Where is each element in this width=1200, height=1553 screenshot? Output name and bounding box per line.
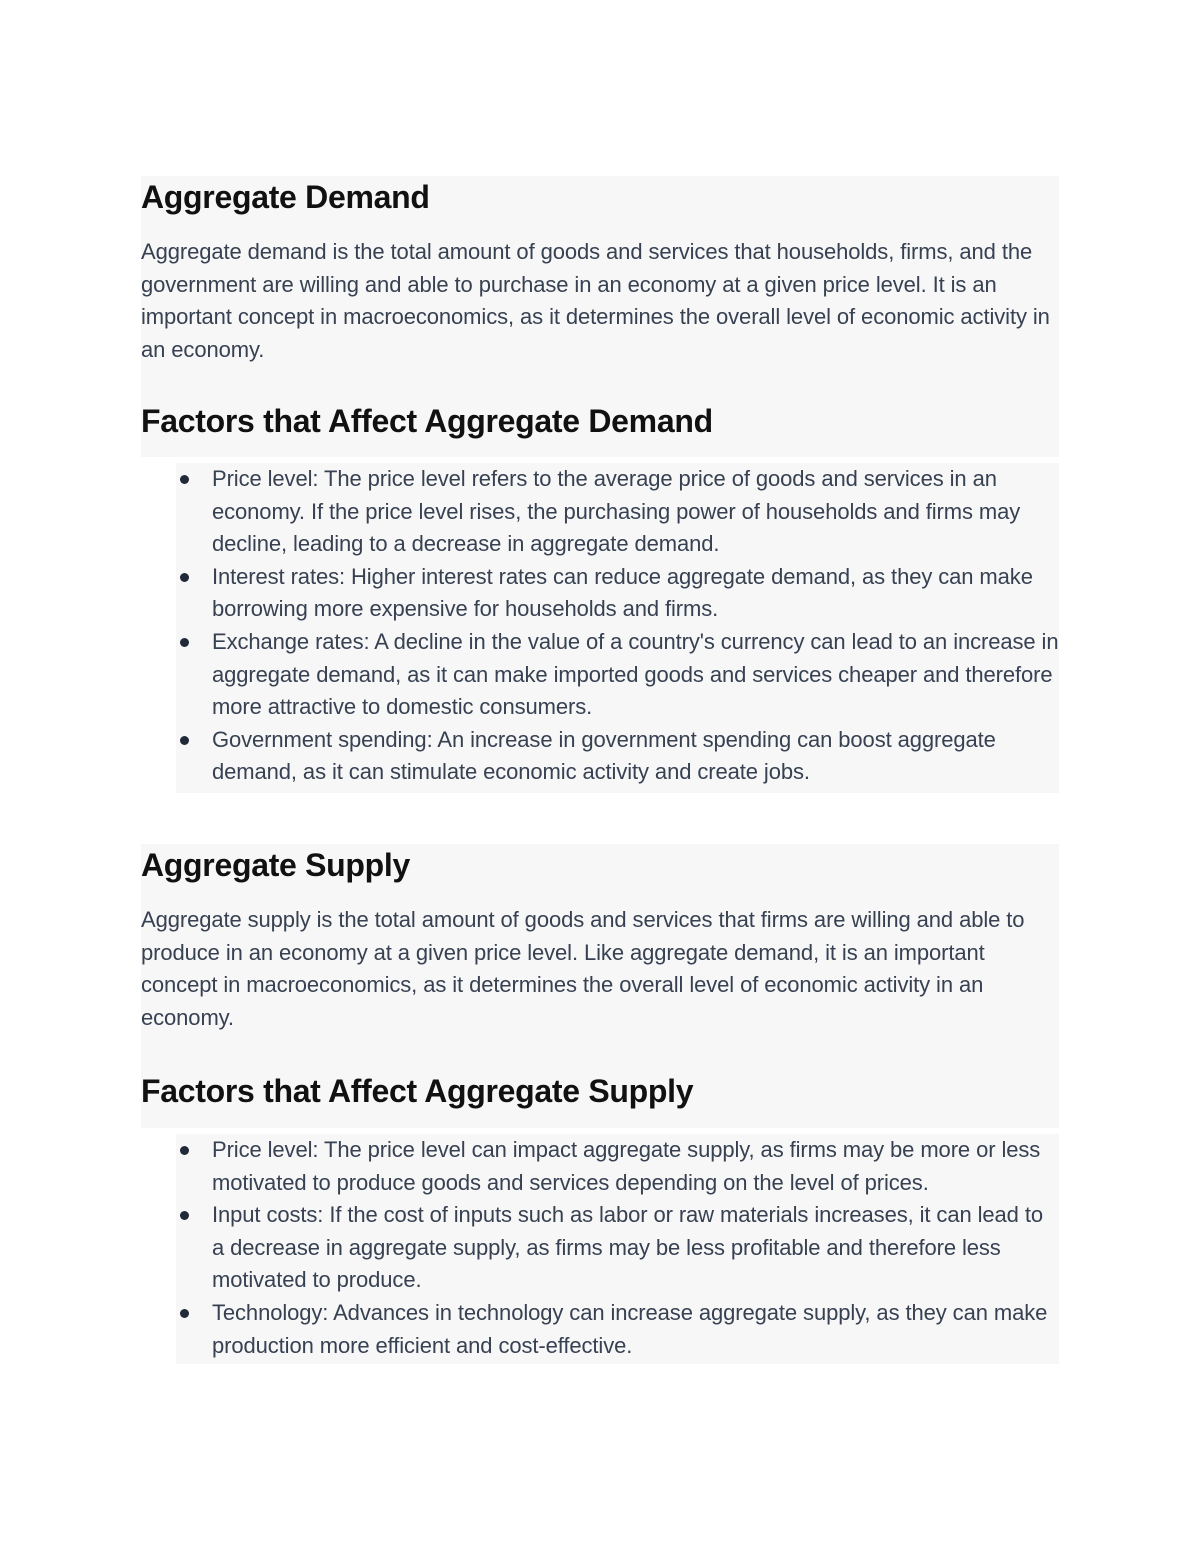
list-item-text: Price level: The price level refers to the average price of goods and services in an economy. If the price level rises, the purchasing power of households and firms may decline, leading to a decrease in aggregate demand. xyxy=(212,466,1021,557)
bullet-icon xyxy=(180,736,189,745)
list-item xyxy=(176,626,1059,724)
list-item xyxy=(176,724,1059,789)
list-item xyxy=(176,1134,1059,1199)
list-item xyxy=(176,1297,1059,1362)
bullet-icon xyxy=(180,573,189,582)
list-item-text: Government spending: An increase in government spending can boost aggregate demand, as it can stimulate economic activity and create jobs. xyxy=(212,726,996,785)
list-item xyxy=(176,463,1059,561)
supply-factors-list-block xyxy=(176,1134,1059,1364)
bullet-icon xyxy=(180,1309,189,1318)
supply-factors-heading: Factors that Affect Aggregate Supply xyxy=(141,1073,694,1109)
list-item-text: Price level: The price level can impact aggregate supply, as firms may be more or less motivated to produce goods and services depending on the level of prices. xyxy=(212,1137,1041,1195)
bullet-icon xyxy=(180,475,189,484)
demand-factors-list xyxy=(176,463,1059,789)
aggregate-supply-paragraph: Aggregate supply is the total amount of goods and services that firms are willing and able to produce in an economy at a given price level. Like aggregate demand, it is an important concept in macroeconomics, as it determines the overall level of economic activity in an economy. xyxy=(141,907,1025,1030)
aggregate-demand-paragraph: Aggregate demand is the total amount of goods and services that households, firms, and the government are willing and able to purchase in an economy at a given price level. It is an important concept in macroeconomics, as it determines the overall level of economic activity in an economy. xyxy=(141,239,1050,362)
aggregate-demand-heading: Aggregate Demand xyxy=(141,179,430,215)
demand-factors-list-block xyxy=(176,463,1059,793)
supply-factors-list xyxy=(176,1134,1059,1362)
demand-factors-heading: Factors that Affect Aggregate Demand xyxy=(141,403,713,439)
aggregate-demand-section xyxy=(141,176,1059,457)
list-item-text: Interest rates: Higher interest rates can reduce aggregate demand, as they can make borrowing more expensive for households and firms. xyxy=(212,563,1033,622)
aggregate-supply-section xyxy=(141,844,1059,1128)
aggregate-supply-heading: Aggregate Supply xyxy=(141,847,411,883)
list-item-text: Input costs: If the cost of inputs such as labor or raw materials increases, it can lead to a decrease in aggregate supply, as firms may be less profitable and therefore less motivated to produce. xyxy=(212,1202,1043,1293)
bullet-icon xyxy=(180,1146,189,1155)
list-item-text: Exchange rates: A decline in the value of a country's currency can lead to an increase in aggregate demand, as it can make imported goods and services cheaper and therefore more attractive to domestic consumers. xyxy=(212,628,1059,720)
list-item xyxy=(176,561,1059,626)
bullet-icon xyxy=(180,1211,189,1220)
bullet-icon xyxy=(180,638,189,647)
list-item-text: Technology: Advances in technology can increase aggregate supply, as they can make production more efficient and cost-effective. xyxy=(212,1299,1048,1358)
list-item xyxy=(176,1199,1059,1297)
